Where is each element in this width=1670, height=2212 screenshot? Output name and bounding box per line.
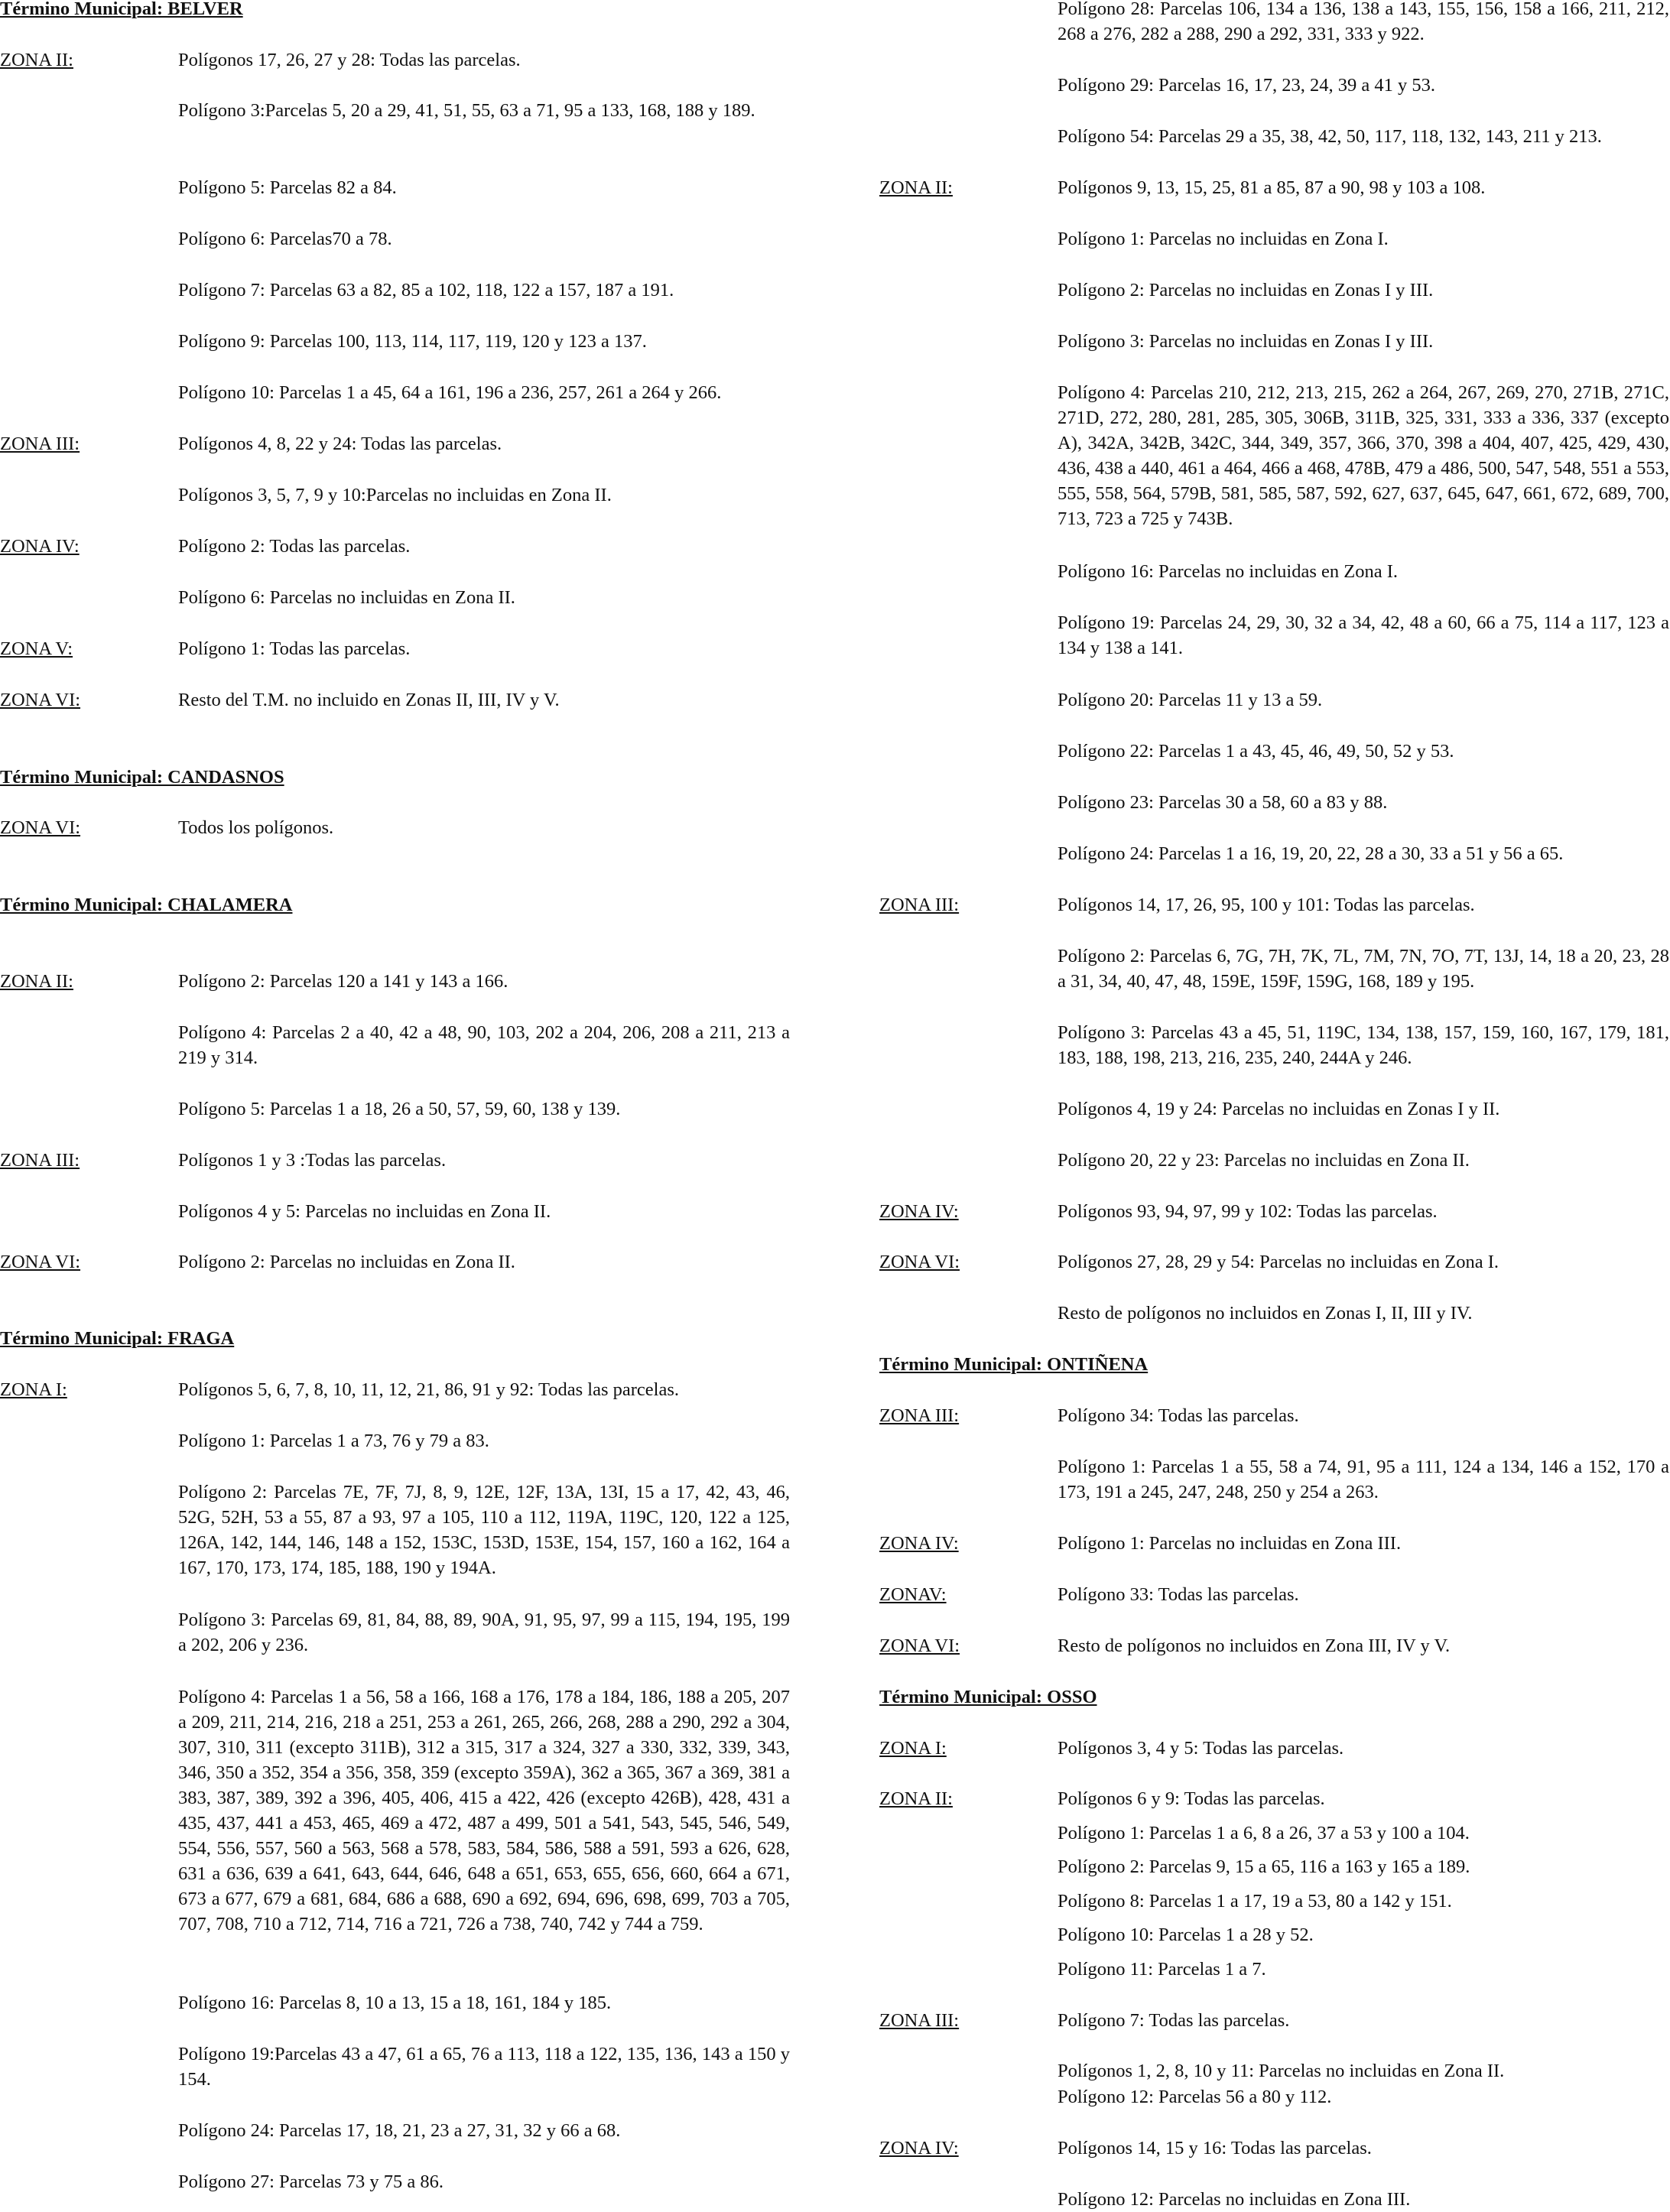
fraga-zona-i-item: Polígono 28: Parcelas 106, 134 a 136, 138 a 143, 155, 156, 158 a 166, 211, 212, 268 a 276, 282 a 288, 290 a 292, 331, 333 y 922. bbox=[1058, 0, 1669, 44]
fraga-zona-i-item: Polígono 16: Parcelas 8, 10 a 13, 15 a 18, 161, 184 y 185. bbox=[178, 1993, 612, 2013]
chalamera-zona-ii-item: Polígono 5: Parcelas 1 a 18, 26 a 50, 57, 59, 60, 138 y 139. bbox=[178, 1099, 621, 1119]
fraga-zona-i-item: Polígonos 5, 6, 7, 8, 10, 11, 12, 21, 86, 91 y 92: Todas las parcelas. bbox=[178, 1379, 679, 1400]
belver-zona-iv-item: Polígono 2: Todas las parcelas. bbox=[178, 536, 411, 557]
belver-title: Término Municipal: BELVER bbox=[0, 0, 243, 19]
osso-zona-iv-item: Polígono 12: Parcelas no incluidas en Zona III. bbox=[1058, 2189, 1411, 2210]
belver-zona-ii-item: Polígono 9: Parcelas 100, 113, 114, 117, 119, 120 y 123 a 137. bbox=[178, 331, 647, 352]
belver-zona-ii-item: Polígonos 17, 26, 27 y 28: Todas las parcelas. bbox=[178, 50, 521, 70]
fraga-zona-vi-label: ZONA VI: bbox=[879, 1252, 960, 1272]
fraga-zona-ii-item: Polígonos 9, 13, 15, 25, 81 a 85, 87 a 90, 98 y 103 a 108. bbox=[1058, 177, 1486, 198]
chalamera-zona-ii-label: ZONA II: bbox=[0, 971, 73, 992]
chalamera-zona-ii-item: Polígono 2: Parcelas 120 a 141 y 143 a 166. bbox=[178, 971, 508, 992]
belver-zona-ii-label: ZONA II: bbox=[0, 50, 73, 70]
ontinena-zona-iv-label: ZONA IV: bbox=[879, 1533, 959, 1554]
chalamera-title: Término Municipal: CHALAMERA bbox=[0, 895, 293, 915]
fraga-zona-i-item: Polígono 19:Parcelas 43 a 47, 61 a 65, 76 a 113, 118 a 122, 135, 136, 143 a 150 y 154. bbox=[178, 2044, 790, 2090]
osso-zona-i-item: Polígonos 3, 4 y 5: Todas las parcelas. bbox=[1058, 1738, 1344, 1759]
fraga-zona-iii-item: Polígono 20, 22 y 23: Parcelas no incluidas en Zona II. bbox=[1058, 1150, 1470, 1171]
osso-zona-ii-item: Polígonos 6 y 9: Todas las parcelas. bbox=[1058, 1788, 1325, 1809]
ontinena-zona-iii-item: Polígono 34: Todas las parcelas. bbox=[1058, 1405, 1299, 1426]
belver-zona-v-label: ZONA V: bbox=[0, 638, 73, 659]
chalamera-zona-vi-item: Polígono 2: Parcelas no incluidas en Zona II. bbox=[178, 1252, 515, 1272]
chalamera-zona-iii-item: Polígonos 1 y 3 :Todas las parcelas. bbox=[178, 1150, 447, 1171]
osso-zona-iii-item: Polígonos 1, 2, 8, 10 y 11: Parcelas no incluidas en Zona II. bbox=[1058, 2061, 1505, 2081]
belver-zona-ii-item: Polígono 7: Parcelas 63 a 82, 85 a 102, 118, 122 a 157, 187 a 191. bbox=[178, 280, 674, 300]
ontinena-zona-vi-label: ZONA VI: bbox=[879, 1635, 960, 1656]
fraga-zona-iii-item: Polígono 2: Parcelas 6, 7G, 7H, 7K, 7L, 7M, 7N, 7O, 7T, 13J, 14, 18 a 20, 23, 28 a 31, 34, 40, 47, 48, 159E, 159F, 159G, 168, 189 y 195. bbox=[1058, 946, 1669, 992]
fraga-zona-iii-label: ZONA III: bbox=[879, 895, 960, 915]
belver-zona-iv-label: ZONA IV: bbox=[0, 536, 80, 557]
belver-zona-iv-item: Polígono 6: Parcelas no incluidas en Zona II. bbox=[178, 587, 515, 608]
ontinena-zona-v-item: Polígono 33: Todas las parcelas. bbox=[1058, 1584, 1299, 1605]
osso-zona-iii-label: ZONA III: bbox=[879, 2010, 960, 2031]
osso-title: Término Municipal: OSSO bbox=[879, 1687, 1097, 1707]
belver-zona-iii-label: ZONA III: bbox=[0, 434, 80, 454]
chalamera-zona-ii-item: Polígono 4: Parcelas 2 a 40, 42 a 48, 90, 103, 202 a 204, 206, 208 a 211, 213 a 219 y 314. bbox=[178, 1022, 790, 1068]
fraga-zona-iii-item: Polígono 3: Parcelas 43 a 45, 51, 119C, 134, 138, 157, 159, 160, 167, 179, 181, 183, 188, 198, 213, 216, 235, 240, 244A y 246. bbox=[1058, 1022, 1669, 1068]
osso-zona-ii-label: ZONA II: bbox=[879, 1788, 953, 1809]
fraga-zona-ii-item: Polígono 16: Parcelas no incluidas en Zona I. bbox=[1058, 561, 1398, 582]
belver-zona-ii-item: Polígono 3:Parcelas 5, 20 a 29, 41, 51, 55, 63 a 71, 95 a 133, 168, 188 y 189. bbox=[178, 100, 755, 121]
fraga-zona-iv-label: ZONA IV: bbox=[879, 1201, 959, 1222]
osso-zona-iv-label: ZONA IV: bbox=[879, 2138, 959, 2158]
fraga-zona-ii-item: Polígono 1: Parcelas no incluidas en Zona I. bbox=[1058, 229, 1389, 249]
osso-zona-i-label: ZONA I: bbox=[879, 1738, 947, 1759]
belver-zona-v-item: Polígono 1: Todas las parcelas. bbox=[178, 638, 411, 659]
ontinena-zona-v-label: ZONAV: bbox=[879, 1584, 947, 1605]
chalamera-zona-iii-label: ZONA III: bbox=[0, 1150, 80, 1171]
osso-zona-ii-item: Polígono 11: Parcelas 1 a 7. bbox=[1058, 1959, 1266, 1980]
osso-zona-ii-item: Polígono 2: Parcelas 9, 15 a 65, 116 a 163 y 165 a 189. bbox=[1058, 1856, 1470, 1877]
fraga-zona-i-item: Polígono 27: Parcelas 73 y 75 a 86. bbox=[178, 2171, 444, 2192]
fraga-title: Término Municipal: FRAGA bbox=[0, 1328, 235, 1349]
fraga-zona-ii-item: Polígono 4: Parcelas 210, 212, 213, 215, 262 a 264, 267, 269, 270, 271B, 271C, 271D, 272, 280, 281, 285, 305, 306B, 311B, 325, 331, 333 a 336, 337 (excepto A), 342A, 342B, 342C, 344, 349, 357, 366, 370, 398 a 404, 407, 425, 429, 430, 436, 438 a 440, 461 a 464, 466 a 468, 478B, 479 a 486, 500, 547, 548, 551 a 553, 555, 558, 564, 579B, 581, 585, 587, 592, 627, 637, 645, 647, 661, 672, 689, 700, 713, 723 a 725 y 743B. bbox=[1058, 382, 1669, 529]
candasnos-zona-vi-item: Todos los polígonos. bbox=[178, 817, 334, 838]
osso-zona-ii-item: Polígono 8: Parcelas 1 a 17, 19 a 53, 80 a 142 y 151. bbox=[1058, 1891, 1452, 1912]
fraga-zona-ii-item: Polígono 3: Parcelas no incluidas en Zonas I y III. bbox=[1058, 331, 1434, 352]
chalamera-zona-iii-item: Polígonos 4 y 5: Parcelas no incluidas en Zona II. bbox=[178, 1201, 551, 1222]
fraga-zona-ii-item: Polígono 23: Parcelas 30 a 58, 60 a 83 y 88. bbox=[1058, 792, 1388, 813]
fraga-zona-iii-item: Polígonos 4, 19 y 24: Parcelas no incluidas en Zonas I y II. bbox=[1058, 1099, 1500, 1119]
fraga-zona-ii-item: Polígono 2: Parcelas no incluidas en Zonas I y III. bbox=[1058, 280, 1434, 300]
fraga-zona-ii-item: Polígono 20: Parcelas 11 y 13 a 59. bbox=[1058, 690, 1323, 710]
belver-zona-vi-item: Resto del T.M. no incluido en Zonas II, III, IV y V. bbox=[178, 690, 560, 710]
fraga-zona-ii-label: ZONA II: bbox=[879, 177, 953, 198]
osso-zona-iii-item: Polígono 7: Todas las parcelas. bbox=[1058, 2010, 1290, 2031]
candasnos-title: Término Municipal: CANDASNOS bbox=[0, 767, 284, 788]
fraga-zona-i-label: ZONA I: bbox=[0, 1379, 67, 1400]
osso-zona-iv-item: Polígonos 14, 15 y 16: Todas las parcelas. bbox=[1058, 2138, 1372, 2158]
ontinena-zona-iii-label: ZONA III: bbox=[879, 1405, 960, 1426]
fraga-zona-i-item: Polígono 4: Parcelas 1 a 56, 58 a 166, 168 a 176, 178 a 184, 186, 188 a 205, 207 a 209, 211, 214, 216, 218 a 251, 253 a 261, 265, 266, 268, 288 a 290, 292 a 304, 307, 310, 311 (excepto 311B), 312 a 315, 317 a 324, 327 a 330, 332, 339, 343, 346, 350 a 352, 354 a 356, 358, 359 (excepto 359A), 362 a 365, 367 a 369, 381 a 383, 387, 389, 392 a 396, 405, 406, 415 a 422, 426 (excepto 426B), 428, 431 a 435, 437, 441 a 453, 465, 469 a 472, 487 a 499, 501 a 541, 543, 545, 546, 549, 554, 556, 557, 560 a 563, 568 a 578, 583, 584, 586, 588 a 591, 593 a 626, 628, 631 a 636, 639 a 641, 643, 644, 646, 648 a 651, 653, 655, 656, 660, 664 a 671, 673 a 677, 679 a 681, 684, 686 a 688, 690 a 692, 694, 696, 698, 699, 703 a 705, 707, 708, 710 a 712, 714, 716 a 721, 726 a 738, 740, 742 y 744 a 759. bbox=[178, 1687, 790, 1934]
osso-zona-ii-item: Polígono 10: Parcelas 1 a 28 y 52. bbox=[1058, 1925, 1314, 1945]
fraga-zona-ii-item: Polígono 19: Parcelas 24, 29, 30, 32 a 34, 42, 48 a 60, 66 a 75, 114 a 117, 123 a 134 y 138 a 141. bbox=[1058, 612, 1669, 658]
candasnos-zona-vi-label: ZONA VI: bbox=[0, 817, 81, 838]
belver-zona-iii-item: Polígonos 4, 8, 22 y 24: Todas las parcelas. bbox=[178, 434, 502, 454]
fraga-zona-i-item: Polígono 24: Parcelas 17, 18, 21, 23 a 27, 31, 32 y 66 a 68. bbox=[178, 2120, 621, 2141]
osso-zona-ii-item: Polígono 1: Parcelas 1 a 6, 8 a 26, 37 a 53 y 100 a 104. bbox=[1058, 1823, 1470, 1843]
fraga-zona-i-item: Polígono 54: Parcelas 29 a 35, 38, 42, 50, 117, 118, 132, 143, 211 y 213. bbox=[1058, 126, 1602, 147]
fraga-zona-vi-item: Resto de polígonos no incluidos en Zonas I, II, III y IV. bbox=[1058, 1303, 1473, 1324]
belver-zona-ii-item: Polígono 6: Parcelas70 a 78. bbox=[178, 229, 392, 249]
fraga-zona-i-item: Polígono 3: Parcelas 69, 81, 84, 88, 89, 90A, 91, 95, 97, 99 a 115, 194, 195, 199 a 202, 206 y 236. bbox=[178, 1609, 790, 1655]
osso-zona-iii-item: Polígono 12: Parcelas 56 a 80 y 112. bbox=[1058, 2087, 1332, 2107]
ontinena-title: Término Municipal: ONTIÑENA bbox=[879, 1354, 1149, 1375]
fraga-zona-i-item: Polígono 2: Parcelas 7E, 7F, 7J, 8, 9, 12E, 12F, 13A, 13I, 15 a 17, 42, 43, 46, 52G, 52H, 53 a 55, 87 a 93, 97 a 105, 110 a 112, 119A, 119C, 120, 122 a 125, 126A, 142, 144, 146, 148 a 152, 153C, 153D, 153E, 154, 157, 160 a 162, 164 a 167, 170, 173, 174, 185, 188, 190 y 194A. bbox=[178, 1482, 790, 1578]
fraga-zona-i-item: Polígono 29: Parcelas 16, 17, 23, 24, 39 a 41 y 53. bbox=[1058, 75, 1436, 96]
chalamera-zona-vi-label: ZONA VI: bbox=[0, 1252, 81, 1272]
belver-zona-iii-item: Polígonos 3, 5, 7, 9 y 10:Parcelas no incluidas en Zona II. bbox=[178, 485, 612, 505]
fraga-zona-i-item: Polígono 1: Parcelas 1 a 73, 76 y 79 a 83. bbox=[178, 1431, 489, 1451]
ontinena-zona-iii-item: Polígono 1: Parcelas 1 a 55, 58 a 74, 91, 95 a 111, 124 a 134, 146 a 152, 170 a 173, 191 a 245, 247, 248, 250 y 254 a 263. bbox=[1058, 1457, 1669, 1502]
fraga-zona-iii-item: Polígonos 14, 17, 26, 95, 100 y 101: Todas las parcelas. bbox=[1058, 895, 1475, 915]
belver-zona-ii-item: Polígono 10: Parcelas 1 a 45, 64 a 161, 196 a 236, 257, 261 a 264 y 266. bbox=[178, 382, 722, 403]
fraga-zona-vi-item: Polígonos 27, 28, 29 y 54: Parcelas no incluidas en Zona I. bbox=[1058, 1252, 1499, 1272]
ontinena-zona-iv-item: Polígono 1: Parcelas no incluidas en Zona III. bbox=[1058, 1533, 1402, 1554]
ontinena-zona-vi-item: Resto de polígonos no incluidos en Zona III, IV y V. bbox=[1058, 1635, 1451, 1656]
belver-zona-vi-label: ZONA VI: bbox=[0, 690, 81, 710]
fraga-zona-iv-item: Polígonos 93, 94, 97, 99 y 102: Todas las parcelas. bbox=[1058, 1201, 1438, 1222]
fraga-zona-ii-item: Polígono 22: Parcelas 1 a 43, 45, 46, 49, 50, 52 y 53. bbox=[1058, 741, 1454, 762]
belver-zona-ii-item: Polígono 5: Parcelas 82 a 84. bbox=[178, 177, 397, 198]
fraga-zona-ii-item: Polígono 24: Parcelas 1 a 16, 19, 20, 22, 28 a 30, 33 a 51 y 56 a 65. bbox=[1058, 843, 1564, 864]
